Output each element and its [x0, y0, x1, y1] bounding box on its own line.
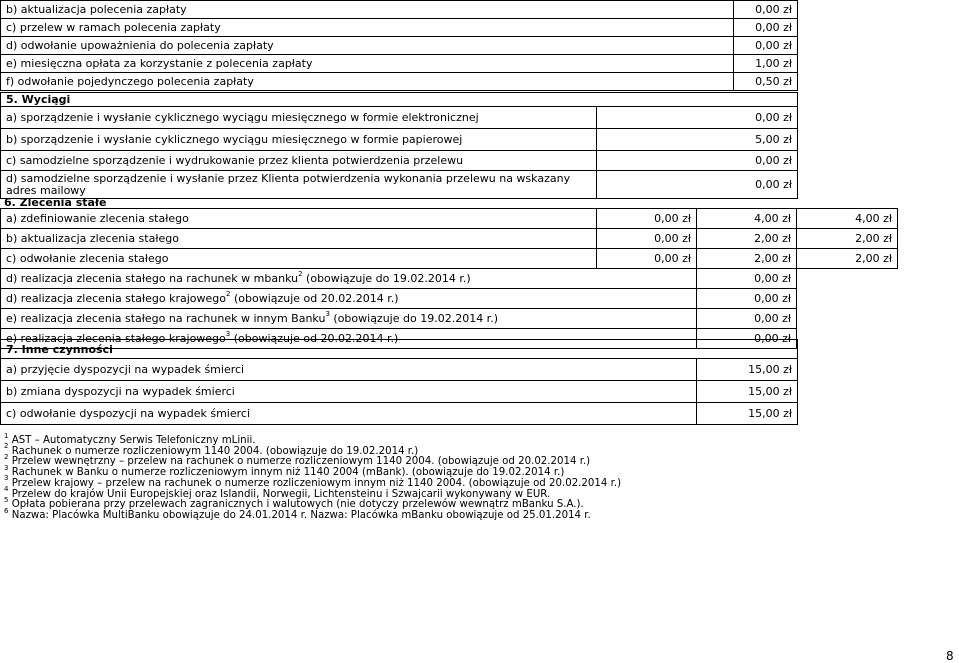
- fee-value: 0,00 zł: [597, 229, 697, 249]
- table-row: [1, 73, 798, 91]
- fee-label: b) aktualizacja zlecenia stałego: [1, 229, 597, 249]
- fee-label: a) przyjęcie dyspozycji na wypadek śmierci: [1, 359, 697, 381]
- table-row: [1, 229, 898, 249]
- page-number: 8: [946, 649, 954, 663]
- footnotes: [4, 431, 622, 522]
- fee-value: 15,00 zł: [697, 381, 798, 403]
- other-activities-table: [0, 339, 798, 425]
- fee-label: b) aktualizacja polecenia zapłaty: [1, 1, 734, 19]
- standing-orders-table: [0, 208, 898, 349]
- fee-label: b) zmiana dyspozycji na wypadek śmierci: [1, 381, 697, 403]
- fee-value: 1,00 zł: [734, 55, 798, 73]
- table-row: [1, 55, 798, 73]
- fee-value: 4,00 zł: [697, 209, 797, 229]
- footnote: $^1$ AST – Automatyczny Serwis Telefoniczny mLinii.: [4, 431, 256, 446]
- fee-label: b) sporządzenie i wysłanie cyklicznego wyciągu miesięcznego w formie papierowej: [1, 129, 597, 151]
- table-row: [1, 289, 898, 309]
- footnote: $^2$ Przelew wewnętrzny – przelew na rachunek o numerze rozliczeniowym 1140 2004. (obowiązuje od 20.02.2014 r.): [4, 453, 591, 468]
- fee-label: c) odwołanie dyspozycji na wypadek śmierci: [1, 403, 697, 425]
- fee-value: 0,00 zł: [597, 151, 798, 171]
- table-row: [1, 381, 798, 403]
- fee-value: 0,00 zł: [597, 209, 697, 229]
- fee-value: 0,00 zł: [597, 171, 798, 199]
- fee-label: e) realizacja zlecenia stałego na rachunek w innym Banku$^3$ (obowiązuje do 19.02.2014 r.): [1, 309, 697, 329]
- fee-label: d) samodzielne sporządzenie i wysłanie przez Klienta potwierdzenia wykonania przelewu na wskazany adres mailowy: [1, 171, 597, 199]
- section-title: 7. Inne czynności: [1, 340, 798, 359]
- table-row: [1, 19, 798, 37]
- fee-label: c) samodzielne sporządzenie i wydrukowanie przez klienta potwierdzenia przelewu: [1, 151, 597, 171]
- table-row: [1, 107, 798, 129]
- table-row: [1, 249, 898, 269]
- fee-value: 0,00 zł: [697, 269, 797, 289]
- fee-value: 0,00 zł: [734, 37, 798, 55]
- fee-value: 2,00 zł: [797, 249, 898, 269]
- section-header-row: [1, 340, 798, 359]
- fee-value: 0,00 zł: [597, 107, 798, 129]
- fee-value: 2,00 zł: [697, 249, 797, 269]
- fee-value: 2,00 zł: [697, 229, 797, 249]
- fee-label: d) realizacja zlecenia stałego krajowego$^2$ (obowiązuje od 20.02.2014 r.): [1, 289, 697, 309]
- section-title: 5. Wyciągi: [1, 93, 798, 107]
- table-row: [1, 209, 898, 229]
- footnote: $^5$ Opłata pobierana przy przelewach zagranicznych i walutowych (nie dotyczy przelewów wewnątrz mBanku S.A.).: [4, 495, 584, 511]
- fee-label: d) realizacja zlecenia stałego na rachunek w mbanku$^2$ (obowiązuje do 19.02.2014 r.): [1, 269, 697, 289]
- fee-value: 2,00 zł: [797, 229, 898, 249]
- fee-label: d) odwołanie upoważnienia do polecenia zapłaty: [1, 37, 734, 55]
- fee-value: 5,00 zł: [597, 129, 798, 151]
- table-row: [1, 359, 798, 381]
- fee-label: a) sporządzenie i wysłanie cyklicznego wyciągu miesięcznego w formie elektronicznej: [1, 107, 597, 129]
- table-row: [1, 309, 898, 329]
- footnote: $^2$ Rachunek o numerze rozliczeniowym 1140 2004. (obowiązuje do 19.02.2014 r.): [4, 442, 419, 457]
- fee-value: 15,00 zł: [697, 403, 798, 425]
- section-title: 6. Zlecenia stałe: [4, 196, 107, 209]
- fee-value: 0,00 zł: [697, 289, 797, 309]
- fee-value: 0,00 zł: [697, 309, 797, 329]
- fee-label: e) miesięczna opłata za korzystanie z polecenia zapłaty: [1, 55, 734, 73]
- footnote: $^3$ Rachunek w Banku o numerze rozliczeniowym innym niż 1140 2004 (mBank). (obowiązuje do 19.02.2014 r.): [4, 463, 565, 479]
- table-row: [1, 37, 798, 55]
- fee-value: 15,00 zł: [697, 359, 798, 381]
- footnote: $^3$ Przelew krajowy – przelew na rachunek o numerze rozliczeniowym innym niż 1140 2004. (obowiązuje od 20.02.2014 r.): [4, 474, 622, 489]
- table-row: [1, 129, 798, 151]
- table-row: [1, 1, 798, 19]
- fee-label: e) realizacja zlecenia stałego krajowego$^3$ (obowiązuje od 20.02.2014 r.): [1, 329, 697, 349]
- statements-table: [0, 92, 798, 199]
- footnote: $^6$ Nazwa: Placówka MultiBanku obowiązuje do 24.01.2014 r. Nazwa: Placówka mBanku obowiązuje od 25.01.2014 r.: [4, 506, 591, 521]
- fee-label: c) odwołanie zlecenia stałego: [1, 249, 597, 269]
- fee-value: 0,50 zł: [734, 73, 798, 91]
- fee-label: f) odwołanie pojedynczego polecenia zapłaty: [1, 73, 734, 91]
- fee-value: 0,00 zł: [734, 1, 798, 19]
- fee-label: a) zdefiniowanie zlecenia stałego: [1, 209, 597, 229]
- table-row: [1, 171, 798, 199]
- fee-value: 0,00 zł: [597, 249, 697, 269]
- fee-value: 4,00 zł: [797, 209, 898, 229]
- fee-label: c) przelew w ramach polecenia zapłaty: [1, 19, 734, 37]
- footnote: $^4$ Przelew do krajów Unii Europejskiej oraz Islandii, Norwegii, Lichtensteinu i Szwajcarii wykonywany w EUR.: [4, 485, 551, 500]
- table-row: [1, 151, 798, 171]
- fee-value: 0,00 zł: [697, 329, 797, 349]
- fee-value: 0,00 zł: [734, 19, 798, 37]
- section-header-row: [1, 93, 798, 107]
- table-row: [1, 403, 798, 425]
- direct-debit-fees-table: [0, 0, 798, 91]
- table-row: [1, 269, 898, 289]
